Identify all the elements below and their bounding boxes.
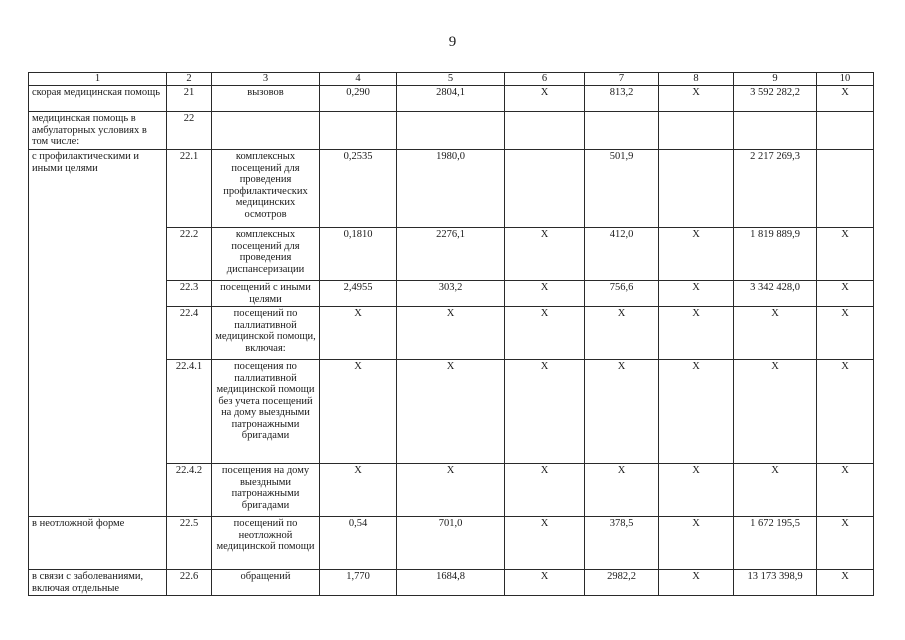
header-cell: 8 (659, 73, 734, 86)
page-number: 9 (448, 34, 457, 50)
header-cell: 5 (397, 73, 505, 86)
value-cell: 501,9 (585, 150, 659, 228)
value-cell: X (505, 360, 585, 464)
unit-cell: посещения на дому выездными патронажными бригадами (212, 464, 320, 517)
header-cell: 4 (320, 73, 397, 86)
header-cell: 7 (585, 73, 659, 86)
unit-cell: посещения по паллиативной медицинской помощи без учета посещений на дому выездными патронажными бригадами (212, 360, 320, 464)
row-code: 22.1 (167, 150, 212, 228)
value-cell: X (734, 464, 817, 517)
value-cell: X (397, 307, 505, 360)
value-cell: X (505, 228, 585, 281)
row-code: 22.4.2 (167, 464, 212, 517)
header-cell: 2 (167, 73, 212, 86)
value-cell: X (320, 360, 397, 464)
value-cell (505, 112, 585, 150)
value-cell: X (659, 228, 734, 281)
table-row (29, 112, 874, 150)
value-cell: X (585, 307, 659, 360)
row-label: с профилактическими и иными целями (29, 150, 167, 517)
value-cell: X (659, 517, 734, 570)
row-label: в неотложной форме (29, 517, 167, 570)
value-cell: 3 592 282,2 (734, 86, 817, 112)
value-cell: 0,1810 (320, 228, 397, 281)
value-cell: 2804,1 (397, 86, 505, 112)
value-cell: X (659, 360, 734, 464)
value-cell: X (817, 464, 874, 517)
value-cell: 1 672 195,5 (734, 517, 817, 570)
value-cell (585, 112, 659, 150)
table-row (29, 517, 874, 570)
value-cell: 0,2535 (320, 150, 397, 228)
value-cell: X (659, 307, 734, 360)
data-table (28, 72, 874, 596)
value-cell: 1684,8 (397, 570, 505, 596)
value-cell: 0,54 (320, 517, 397, 570)
value-cell: X (585, 464, 659, 517)
row-label: медицинская помощь в амбулаторных условиях в том числе: (29, 112, 167, 150)
unit-cell: посещений с иными целями (212, 281, 320, 307)
value-cell: X (397, 464, 505, 517)
value-cell: X (505, 281, 585, 307)
unit-cell: обращений (212, 570, 320, 596)
table-row (29, 570, 874, 596)
value-cell: 412,0 (585, 228, 659, 281)
header-cell: 9 (734, 73, 817, 86)
value-cell: X (817, 570, 874, 596)
header-cell: 10 (817, 73, 874, 86)
value-cell: X (659, 464, 734, 517)
value-cell: 701,0 (397, 517, 505, 570)
header-cell: 6 (505, 73, 585, 86)
value-cell: 1980,0 (397, 150, 505, 228)
value-cell: 3 342 428,0 (734, 281, 817, 307)
value-cell (397, 112, 505, 150)
value-cell (320, 112, 397, 150)
value-cell: X (505, 307, 585, 360)
row-code: 21 (167, 86, 212, 112)
unit-cell: посещений по паллиативной медицинской помощи, включая: (212, 307, 320, 360)
value-cell: X (734, 360, 817, 464)
header-row (29, 73, 874, 86)
value-cell: X (659, 86, 734, 112)
value-cell: 13 173 398,9 (734, 570, 817, 596)
row-label: скорая медицинская помощь (29, 86, 167, 112)
header-cell: 3 (212, 73, 320, 86)
value-cell (734, 112, 817, 150)
row-code: 22.4.1 (167, 360, 212, 464)
table-row (29, 86, 874, 112)
unit-cell: вызовов (212, 86, 320, 112)
row-code: 22.5 (167, 517, 212, 570)
value-cell: X (817, 281, 874, 307)
value-cell: 2 217 269,3 (734, 150, 817, 228)
value-cell (659, 150, 734, 228)
value-cell: 378,5 (585, 517, 659, 570)
value-cell: X (505, 464, 585, 517)
value-cell: X (320, 464, 397, 517)
value-cell: X (817, 228, 874, 281)
value-cell: 756,6 (585, 281, 659, 307)
value-cell: X (817, 86, 874, 112)
value-cell (817, 112, 874, 150)
unit-cell (212, 112, 320, 150)
unit-cell: комплексных посещений для проведения профилактических медицинских осмотров (212, 150, 320, 228)
unit-cell: комплексных посещений для проведения диспансеризации (212, 228, 320, 281)
value-cell: X (817, 517, 874, 570)
value-cell: 0,290 (320, 86, 397, 112)
value-cell: 2982,2 (585, 570, 659, 596)
value-cell: X (505, 86, 585, 112)
header-cell: 1 (29, 73, 167, 86)
row-code: 22.4 (167, 307, 212, 360)
value-cell: X (505, 517, 585, 570)
value-cell (505, 150, 585, 228)
value-cell: X (320, 307, 397, 360)
value-cell: X (817, 360, 874, 464)
value-cell: 2,4955 (320, 281, 397, 307)
value-cell: 303,2 (397, 281, 505, 307)
value-cell: 2276,1 (397, 228, 505, 281)
value-cell (659, 112, 734, 150)
unit-cell: посещений по неотложной медицинской помощи (212, 517, 320, 570)
row-code: 22.3 (167, 281, 212, 307)
value-cell (817, 150, 874, 228)
value-cell: X (659, 570, 734, 596)
value-cell: 1,770 (320, 570, 397, 596)
row-label: в связи с заболеваниями, включая отдельные (29, 570, 167, 596)
value-cell: 813,2 (585, 86, 659, 112)
value-cell: X (397, 360, 505, 464)
value-cell: X (585, 360, 659, 464)
value-cell: 1 819 889,9 (734, 228, 817, 281)
value-cell: X (505, 570, 585, 596)
value-cell: X (659, 281, 734, 307)
value-cell: X (734, 307, 817, 360)
row-code: 22 (167, 112, 212, 150)
value-cell: X (817, 307, 874, 360)
row-code: 22.2 (167, 228, 212, 281)
table-row (29, 150, 874, 228)
row-code: 22.6 (167, 570, 212, 596)
